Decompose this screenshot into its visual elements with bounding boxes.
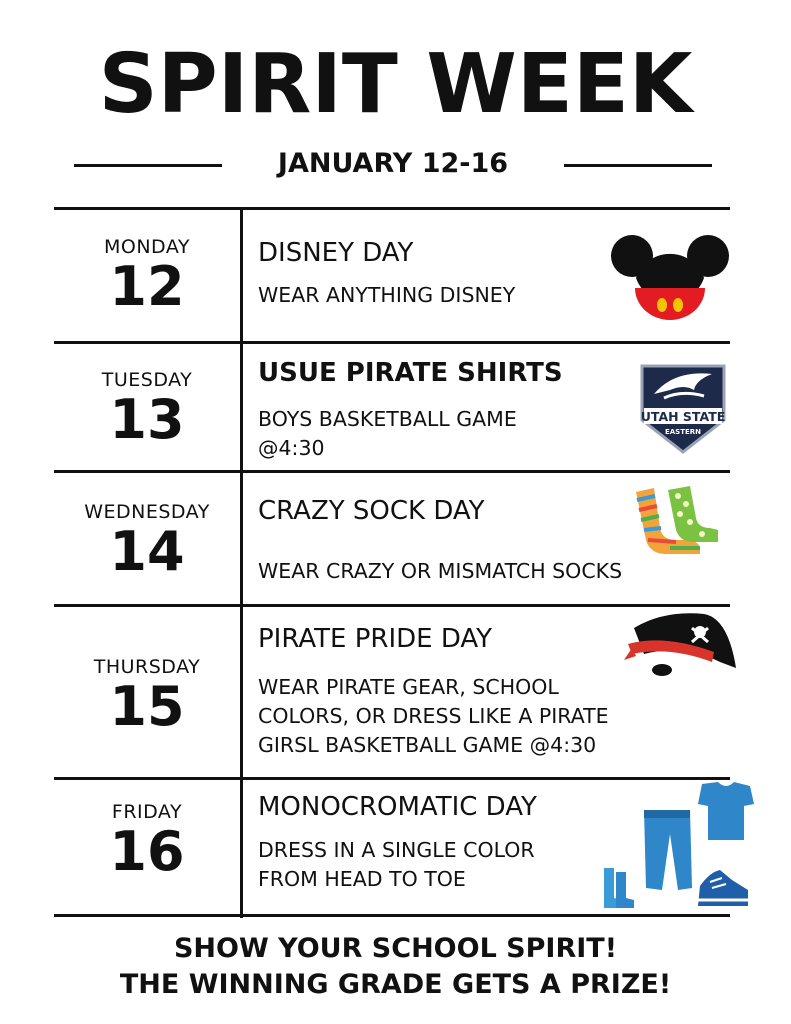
event-title: PIRATE PRIDE DAY [258, 624, 493, 654]
pants-icon [644, 810, 692, 890]
event-detail: WEAR ANYTHING DISNEY [258, 283, 516, 307]
day-date: 14 [109, 520, 185, 583]
event-title: CRAZY SOCK DAY [258, 496, 485, 526]
event-title: DISNEY DAY [258, 238, 414, 268]
day-date: 15 [109, 675, 185, 738]
table-column-divider [240, 209, 243, 918]
day-name: THURSDAY [93, 656, 201, 678]
event-title: MONOCROMATIC DAY [258, 792, 537, 822]
day-cell-monday [54, 236, 240, 318]
day-name: FRIDAY [111, 801, 183, 823]
crazy-socks-icon [630, 484, 722, 556]
day-date: 13 [109, 388, 185, 451]
mickey-ears-icon [610, 228, 730, 334]
event-detail: BOYS BASKETBALL GAME [258, 407, 517, 431]
table-rule [54, 207, 730, 210]
t-shirt-icon [698, 782, 754, 840]
table-rule [54, 914, 730, 917]
day-date: 16 [109, 820, 185, 883]
footer-line: THE WINNING GRADE GETS A PRIZE! [119, 969, 672, 1000]
day-cell-thursday [54, 656, 240, 738]
mickey-shorts [635, 288, 705, 320]
day-cell-tuesday [54, 369, 240, 451]
divider [564, 164, 712, 167]
blue-socks-icon [604, 868, 634, 908]
sneaker-icon [698, 870, 748, 906]
day-date: 12 [109, 255, 185, 318]
logo-text: EASTERN [664, 428, 702, 436]
table-rule [54, 604, 730, 607]
pirate-hat-icon [624, 608, 742, 680]
dotted-sock [668, 486, 718, 542]
event-detail: @4:30 [258, 436, 325, 460]
day-name: WEDNESDAY [84, 501, 210, 523]
event-detail: DRESS IN A SINGLE COLOR [258, 838, 535, 862]
event-detail: FROM HEAD TO TOE [258, 867, 466, 891]
blue-clothes-icon [598, 780, 754, 912]
utah-state-eastern-logo [634, 360, 732, 456]
day-name: TUESDAY [101, 369, 193, 391]
event-detail: COLORS, OR DRESS LIKE A PIRATE [258, 704, 609, 728]
event-detail: WEAR CRAZY OR MISMATCH SOCKS [258, 559, 623, 583]
date-range: JANUARY 12-16 [277, 148, 509, 179]
event-detail: WEAR PIRATE GEAR, SCHOOL [258, 675, 559, 699]
table-rule [54, 341, 730, 344]
page-title: SPIRIT WEEK [98, 37, 693, 132]
table-rule [54, 470, 730, 473]
event-detail: GIRSL BASKETBALL GAME @4:30 [258, 733, 597, 757]
event-title: USUE PIRATE SHIRTS [258, 358, 563, 388]
day-name: MONDAY [104, 236, 190, 258]
day-cell-friday [54, 801, 240, 883]
date-banner [0, 146, 791, 186]
day-cell-wednesday [54, 501, 240, 583]
footer-line: SHOW YOUR SCHOOL SPIRIT! [173, 933, 618, 964]
divider [74, 164, 222, 167]
logo-text: UTAH STATE [640, 409, 726, 424]
